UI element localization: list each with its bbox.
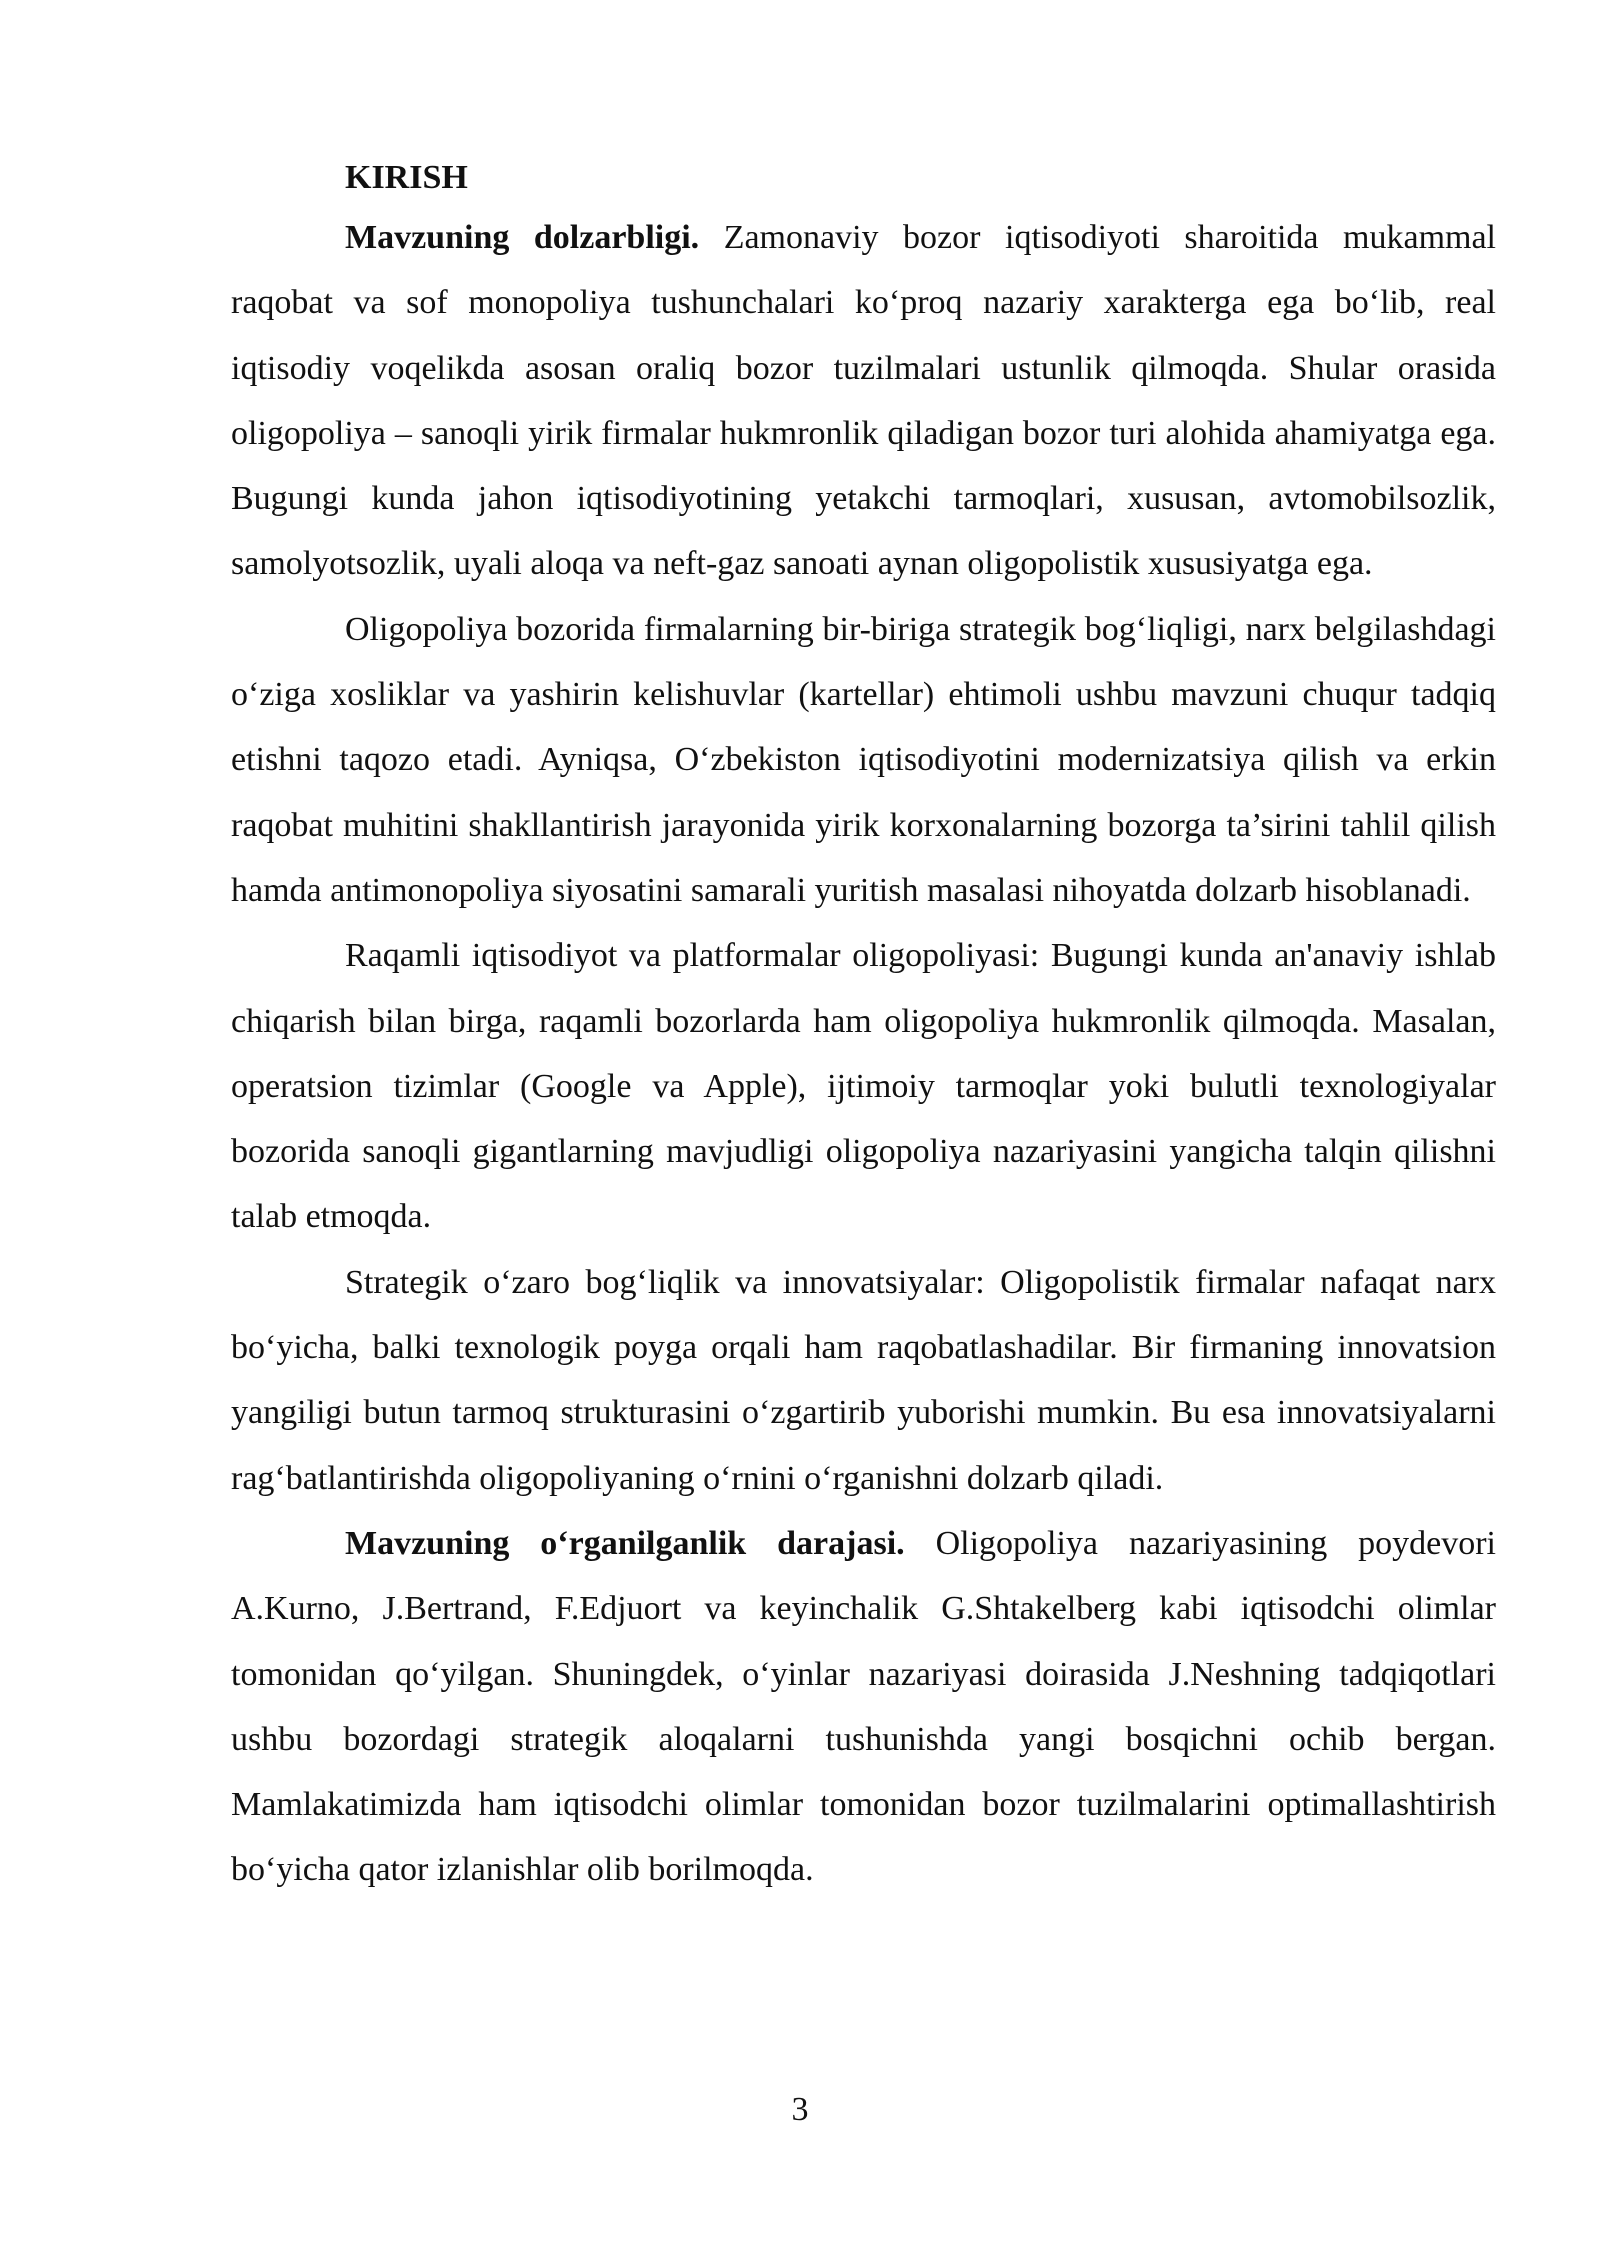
paragraph-text-study-level: Oligopoliya nazariyasining poydevori A.Kurno, J.Bertrand, F.Edjuort va keyinchalik G.Shtakelberg kabi iqtisodchi olimlar tomonidan qo‘yilgan. Shuningdek, o‘yinlar nazariyasi doirasida J.Neshning tadqiqotlari ushbu bozordagi strategik aloqalarni tushunishda yangi bosqichni ochib bergan. Mamlakatimizda ham iqtisodchi olimlar tomonidan bozor tuzilmalarini optimallashtirish bo‘yicha qator izlanishlar olib borilmoqda. <box>231 1524 1497 1889</box>
paragraph-text-oligopoly-market: Oligopoliya bozorida firmalarning bir-biriga strategik bog‘liqligi, narx belgilashdagi o‘ziga xosliklar va yashirin kelishuvlar (kartellar) ehtimoli ushbu mavzuni chuqur tadqiq etishni taqozo etadi. Ayniqsa, O‘zbekiston iqtisodiyotini modernizatsiya qilish va erkin raqobat muhitini shakllantirish jarayonida yirik korxonalarning bozorga ta’sirini tahlil qilish hamda antimonopoliya siyosatini samarali yuritish masalasi nihoyatda dolzarb hisoblanadi. <box>231 610 1496 909</box>
document-body <box>231 150 1496 1903</box>
paragraph-relevance <box>231 205 1496 597</box>
page-number: 3 <box>791 2091 809 2128</box>
paragraph-text-relevance: Zamonaviy bozor iqtisodiyoti sharoitida mukammal raqobat va sof monopoliya tushunchalari ko‘proq nazariy xarakterga ega bo‘lib, real iqtisodiy voqelikda asosan oraliq bozor tuzilmalari ustunlik qilmoqda. Shular orasida oligopoliya – sanoqli yirik firmalar hukmronlik qiladigan bozor turi alohida ahamiyatga ega. Bugungi kunda jahon iqtisodiyotining yetakchi tarmoqlari, xususan, avtomobilsozlik, samolyotsozlik, uyali aloqa va neft-gaz sanoati aynan oligopolistik xususiyatga ega. <box>231 219 1496 583</box>
paragraph-lead-relevance: Mavzuning dolzarbligi. <box>345 219 700 256</box>
paragraph-text-innovation: Strategik o‘zaro bog‘liqlik va innovatsiyalar: Oligopolistik firmalar nafaqat narx bo‘yicha, balki texnologik poyga orqali ham raqobatlashadilar. Bir firmaning innovatsion yangiligi butun tarmoq strukturasini o‘zgartirib yuborishi mumkin. Bu esa innovatsiyalarni rag‘batlantirishda oligopoliyaning o‘rnini o‘rganishni dolzarb qiladi. <box>231 1263 1496 1497</box>
paragraph-innovation <box>231 1250 1496 1511</box>
paragraph-oligopoly-market <box>231 597 1496 923</box>
paragraph-digital-economy <box>231 923 1496 1249</box>
paragraph-study-level <box>231 1511 1496 1903</box>
section-heading: KIRISH <box>345 159 468 196</box>
paragraph-text-digital-economy: Raqamli iqtisodiyot va platformalar oligopoliyasi: Bugungi kunda an'anaviy ishlab chiqarish bilan birga, raqamli bozorlarda ham oligopoliya hukmronlik qilmoqda. Masalan, operatsion tizimlar (Google va Apple), ijtimoiy tarmoqlar yoki bulutli texnologiyalar bozorida sanoqli gigantlarning mavjudligi oligopoliya nazariyasini yangicha talqin qilishni talab etmoqda. <box>231 937 1496 1236</box>
paragraph-lead-study-level: Mavzuning o‘rganilganlik darajasi. <box>345 1524 905 1562</box>
